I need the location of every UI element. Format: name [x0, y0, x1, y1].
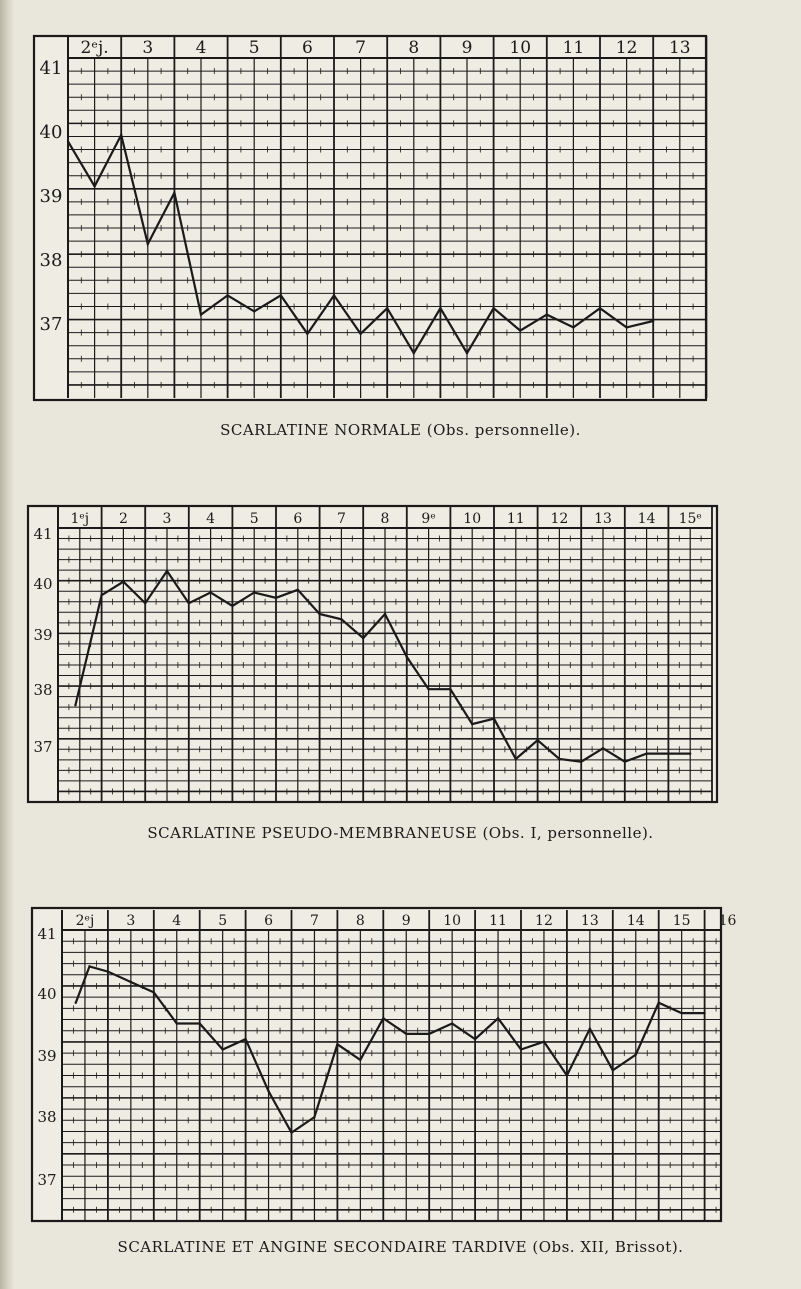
temperature-point [313, 1116, 315, 1118]
temperature-point [107, 970, 109, 972]
temperature-point [520, 1048, 522, 1050]
chart-title-pseudo-membraneuse: SCARLATINE PSEUDO-MEMBRANEUSE (Obs. I, personnelle). [147, 824, 654, 842]
day-label: 6 [264, 913, 274, 929]
temperature-point [359, 1059, 361, 1061]
day-label: 11 [489, 913, 507, 929]
day-label: 3 [162, 511, 172, 527]
temperature-label: 39 [39, 186, 63, 207]
temperature-point [680, 1012, 682, 1014]
day-label: 12 [535, 913, 553, 929]
temperature-point [543, 1041, 545, 1043]
temperature-label: 41 [33, 525, 53, 543]
day-label: 9ᵉ [421, 511, 436, 527]
temperature-point [589, 1028, 591, 1030]
temperature-label: 40 [37, 985, 57, 1003]
temperature-label: 38 [39, 250, 63, 271]
temperature-label: 40 [39, 122, 63, 143]
day-label: 11 [506, 511, 525, 527]
day-label: 9 [461, 38, 473, 58]
day-label: 8 [408, 38, 420, 58]
day-label: 5 [218, 913, 228, 929]
temperature-point [635, 1054, 637, 1056]
temperature-point [703, 1012, 705, 1014]
temperature-point [451, 1022, 453, 1024]
temperature-point [658, 1002, 660, 1004]
temperature-point [497, 1017, 499, 1019]
day-label: 11 [562, 38, 585, 58]
day-label: 8 [380, 511, 390, 527]
temperature-point [153, 991, 155, 993]
day-label: 4 [206, 511, 216, 527]
temperature-point [612, 1069, 614, 1071]
temperature-label: 37 [33, 738, 53, 756]
day-label: 9 [401, 913, 411, 929]
day-label: 5 [248, 38, 260, 58]
day-label: 13 [668, 38, 691, 58]
day-label: 12 [550, 511, 569, 527]
temperature-point [566, 1074, 568, 1076]
temperature-label: 41 [37, 925, 57, 943]
temperature-point [176, 1022, 178, 1024]
day-label: 6 [293, 511, 303, 527]
temperature-point [221, 1048, 223, 1050]
day-label: 14 [626, 913, 645, 929]
day-label: 8 [355, 913, 365, 929]
day-label: 6 [301, 38, 313, 58]
temperature-point [382, 1017, 384, 1019]
temperature-label: 40 [33, 575, 53, 593]
day-label: 2ᵉj [75, 913, 95, 929]
day-label: 12 [615, 38, 638, 58]
day-label: 1ᵉj [70, 511, 90, 527]
temperature-point [75, 1002, 77, 1004]
day-label: 2 [118, 511, 128, 527]
day-label: 5 [249, 511, 259, 527]
day-label: 4 [195, 38, 207, 58]
day-label: 7 [355, 38, 367, 58]
temperature-label: 39 [37, 1047, 57, 1065]
temperature-point [130, 981, 132, 983]
temperature-label: 38 [33, 681, 53, 699]
temperature-label: 39 [33, 626, 53, 644]
day-label: 15 [672, 913, 691, 929]
temperature-point [88, 965, 90, 967]
day-label: 10 [463, 511, 482, 527]
temperature-point [199, 1022, 201, 1024]
day-label: 3 [142, 38, 154, 58]
temperature-point [267, 1090, 269, 1092]
day-label: 10 [509, 38, 532, 58]
chart-title-angine-tardive: SCARLATINE ET ANGINE SECONDAIRE TARDIVE (Obs. XII, Brissot). [117, 1238, 684, 1256]
day-label: 13 [580, 913, 599, 929]
day-label: 16 [718, 913, 737, 929]
temperature-point [474, 1038, 476, 1040]
day-label: 7 [309, 913, 319, 929]
temperature-point [336, 1043, 338, 1045]
temperature-label: 37 [39, 314, 63, 335]
day-label: 4 [172, 913, 182, 929]
day-label: 3 [126, 913, 136, 929]
temperature-point [405, 1033, 407, 1035]
day-label: 15ᵉ [678, 511, 702, 527]
temperature-point [244, 1038, 246, 1040]
day-label: 7 [336, 511, 346, 527]
temperature-point [290, 1131, 292, 1133]
day-label: 13 [594, 511, 612, 527]
day-label: 10 [443, 913, 462, 929]
temperature-label: 41 [39, 58, 63, 79]
chart-title-normale: SCARLATINE NORMALE (Obs. personnelle). [220, 421, 581, 439]
temperature-label: 37 [37, 1171, 57, 1189]
temperature-label: 38 [37, 1108, 57, 1126]
temperature-point [428, 1033, 430, 1035]
day-label: 2ᵉj. [80, 38, 109, 58]
day-label: 14 [637, 511, 656, 527]
